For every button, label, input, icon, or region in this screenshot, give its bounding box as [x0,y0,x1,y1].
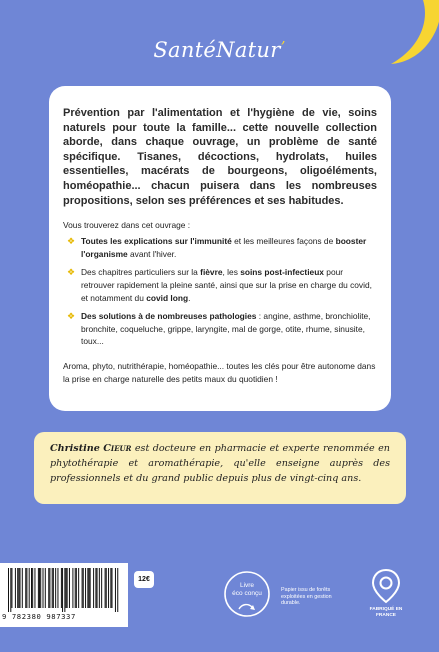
eco-badge-label [222,582,272,597]
bullet-text: , les [222,267,241,278]
barcode [0,563,128,627]
bullet-chapters [63,266,377,304]
bullet-star-icon: ❖ [67,311,76,322]
barcode-bars [8,568,120,612]
made-in-france-label: FABRIQUÉ EN FRANCE [369,607,403,618]
brand-name: SantéNatur [153,38,281,62]
location-pin-icon [370,568,402,604]
author-bio-text: est docteure en pharmacie et experte renommée en phytothérapie et aromathérapie, qu'elle enseigne auprès des professionnels et du grand public depuis plus de vingt-cinq ans. [50,443,390,484]
outro-paragraph: Aroma, phyto, nutrithérapie, homéopathie... toutes les clés pour être autonome dans la prise en charge naturelle des petits maux du quotidien ! [63,360,376,384]
bullet-text: avant l'hiver. [127,248,177,259]
bullet-bold: booster l'organisme [81,236,367,259]
bullet-bold: Toutes les explications sur l'immunité [81,236,232,247]
bullet-text: et les meilleures façons de [231,236,336,247]
summary-card [49,86,391,411]
lead-text: Vous trouverez dans cet ouvrage : [63,220,191,231]
bullet-text: . [188,292,191,303]
bullet-star-icon: ❖ [67,267,76,278]
bullet-bold: fièvre [200,267,223,278]
bullet-solutions [63,310,377,348]
paper-note: Papier issu de forêts exploitées en gestion durable. [281,587,332,607]
bullet-text: : angine, asthme, bronchiolite, bronchite, coqueluche, grippe, laryngite, mal de gorge, otite, rhume, sinusite, toux... [81,311,371,347]
brand-logo [0,38,439,62]
bullet-bold: covid long [146,292,189,303]
bullet-bold: soins post-infectieux [240,267,324,278]
intro-paragraph: Prévention par l'alimentation et l'hygiène de vie, soins naturels pour toute la famille... cette nouvelle collection aborde, dans chaque ouvrage, un problème de santé spécifique. Tisanes, décoctions, hydrolats, huiles essentielles, macérats de bourgeons, oligoéléments, homéopathie... chacun puisera dans les nombreuses propositions, selon ses préférences et ses habitudes. [63,107,377,207]
author-first-name: Christine [50,443,100,454]
bullet-text: pour retrouver rapidement la pleine santé, ainsi que sur la prise en charge du covid, et notamment du [81,267,372,303]
author-surname: Cieur [103,443,132,454]
eco-badge-line2: éco conçu [232,589,262,597]
bullet-bold: Des solutions à de nombreuses pathologies [81,311,257,322]
bullet-immunity [63,235,377,260]
author-bio [34,432,406,504]
brand-leaf-icon: ’ [280,38,286,56]
price-badge: 12€ [134,571,154,588]
eco-badge-line1: Livre [239,582,255,589]
barcode-digits: 9 782380 987337 [2,612,76,621]
bullet-star-icon: ❖ [67,236,76,247]
bullet-text: Des chapitres particuliers sur la [81,267,201,278]
